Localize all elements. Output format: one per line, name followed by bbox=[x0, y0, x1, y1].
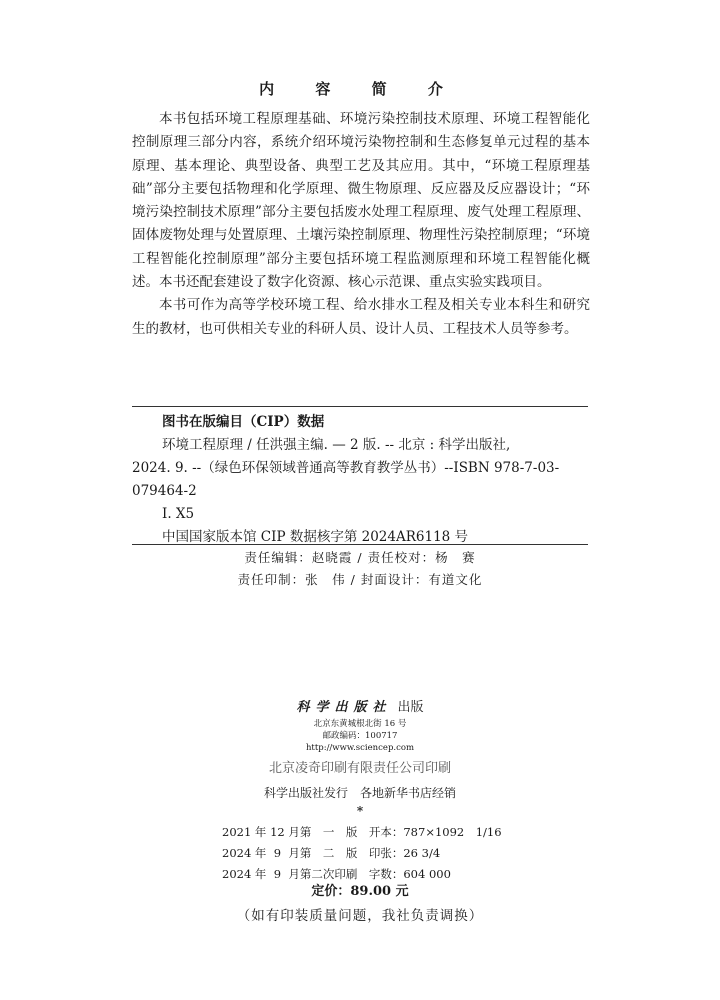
cip-line: 079464-2 bbox=[132, 483, 197, 499]
intro-title: 内 容 简 介 bbox=[259, 80, 461, 98]
cip-block bbox=[132, 411, 588, 549]
cip-bottom-rule bbox=[132, 544, 588, 545]
distribution: 科学出版社发行 各地新华书店经销 bbox=[263, 786, 456, 800]
credits-production: 责任印制：张 伟 / 封面设计：有道文化 bbox=[237, 572, 483, 587]
edition-info bbox=[222, 822, 502, 885]
credits bbox=[0, 547, 720, 591]
price: 定价：89.00 元 bbox=[311, 884, 409, 899]
publisher-postcode: 邮政编码：100717 bbox=[322, 731, 398, 741]
cip-line: 环境工程原理 / 任洪强主编. — 2 版. -- 北京 : 科学出版社, bbox=[162, 437, 511, 453]
cip-classification: Ⅰ. X5 bbox=[162, 506, 195, 522]
edition-line: 2024 年 9 月第二次印刷 字数：604 000 bbox=[222, 867, 451, 881]
publisher-suffix: 出版 bbox=[397, 700, 424, 715]
intro-body bbox=[132, 108, 590, 341]
publisher-logo: 科学出版社 bbox=[296, 700, 392, 715]
cip-record: 中国国家版本馆 CIP 数据核字第 2024AR6118 号 bbox=[162, 529, 469, 545]
edition-line: 2021 年 12 月第 一 版 开本：787×1092 1/16 bbox=[222, 825, 502, 839]
credits-editors: 责任编辑：赵晓霞 / 责任校对：杨 赛 bbox=[244, 550, 476, 565]
cip-top-rule bbox=[132, 406, 588, 407]
imprint bbox=[0, 698, 720, 818]
publisher-line bbox=[0, 698, 720, 718]
cip-line: 2024. 9. --（绿色环保领域普通高等教育教学丛书）--ISBN 978-7-03- bbox=[132, 460, 560, 476]
intro-paragraph: 本书包括环境工程原理基础、环境污染控制技术原理、环境工程智能化控制原理三部分内容，系统介绍环境污染物控制和生态修复单元过程的基本原理、基本理论、典型设备、典型工艺及其应用。其中，“环境工程原理基础”部分主要包括物理和化学原理、微生物原理、反应器及反应器设计；“环境污染控制技术原理”部分主要包括废水处理工程原理、废气处理工程原理、固体废物处理与处置原理、土壤污染控制原理、物理性污染控制原理；“环境工程智能化控制原理”部分主要包括环境工程监测原理和环境工程智能化概述。本书还配套建设了数字化资源、核心示范课、重点实验实践项目。 bbox=[132, 111, 590, 291]
publisher-address: 北京东黄城根北街 16 号 bbox=[313, 719, 407, 729]
intro-paragraph: 本书可作为高等学校环境工程、给水排水工程及相关专业本科生和研究生的教材，也可供相关专业的科研人员、设计人员、工程技术人员等参考。 bbox=[132, 297, 590, 337]
separator-star: * bbox=[356, 804, 364, 818]
printer: 北京凌奇印刷有限责任公司印刷 bbox=[268, 761, 451, 776]
cip-heading: 图书在版编目（CIP）数据 bbox=[162, 414, 325, 430]
edition-line: 2024 年 9 月第 二 版 印张：26 3/4 bbox=[222, 846, 441, 860]
quality-note: （如有印装质量问题，我社负责调换） bbox=[236, 908, 484, 924]
publisher-url: http://www.sciencep.com bbox=[305, 743, 415, 753]
